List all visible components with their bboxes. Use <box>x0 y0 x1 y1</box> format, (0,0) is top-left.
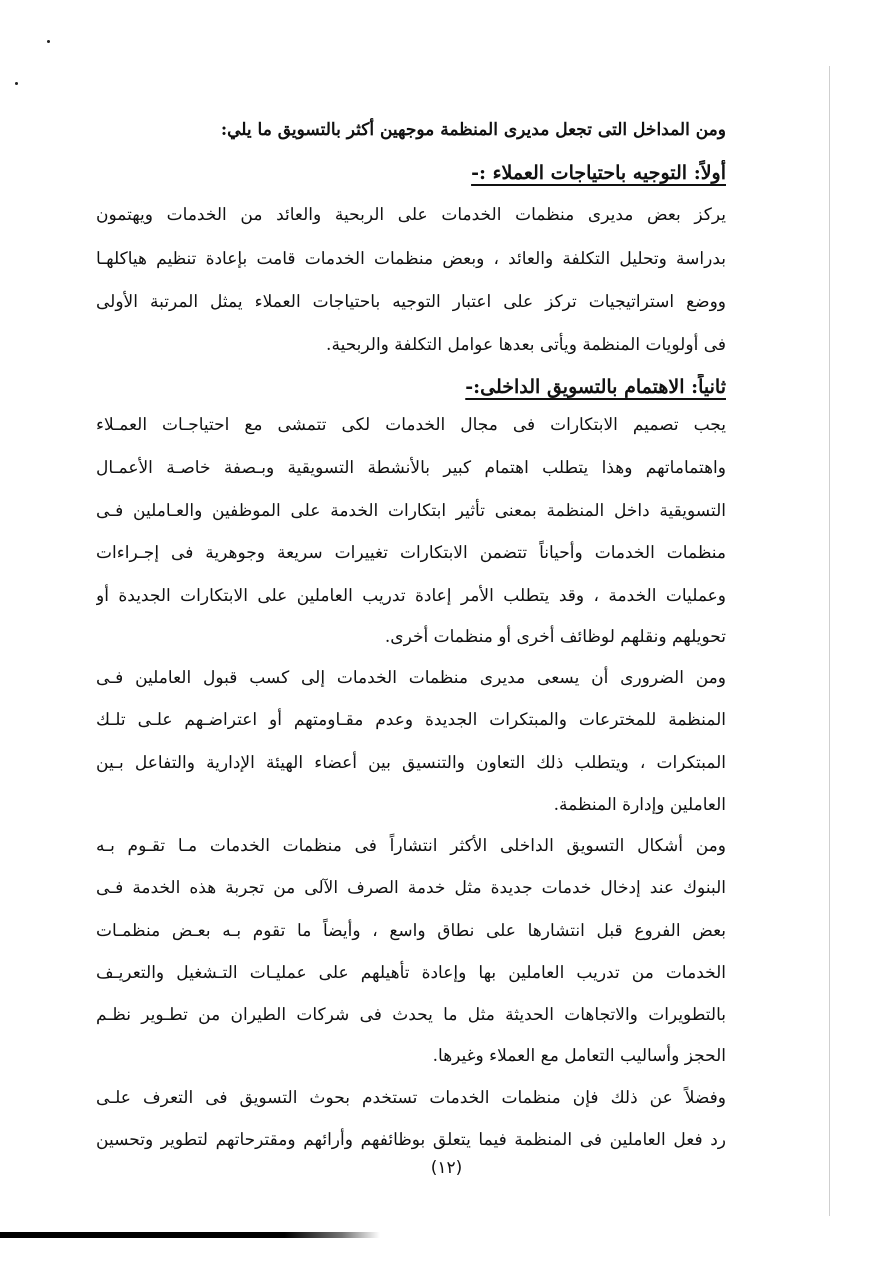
section2-para3-line: بعض الفروع قبل انتشارها على نطاق واسع ، وأيضاً ما تقوم بـه بعـض منظمـات <box>96 921 726 941</box>
section2-para1-line: وعمليات الخدمة ، وقد يتطلب الأمر إعادة تدريب العاملين على الابتكارات الجديدة أو <box>96 586 726 606</box>
section2-para1-line: تحويلهم ونقلهم لوظائف أخرى أو منظمات أخرى. <box>384 627 726 647</box>
section1-heading-text: أولاً: التوجيه باحتياجات العملاء :- <box>471 162 726 184</box>
section2-heading <box>96 374 726 400</box>
section1-line: ووضع استراتيجيات تركز على اعتبار التوجيه باحتياجات العملاء يمثل المرتبة الأولى <box>96 292 726 312</box>
page-number: (١٢) <box>430 1158 463 1178</box>
section1-line: فى أولويات المنظمة ويأتى بعدها عوامل التكلفة والربحية. <box>326 335 726 355</box>
scan-edge-line <box>829 66 830 1216</box>
section2-para4-line: وفضلاً عن ذلك فإن منظمات الخدمات تستخدم بحوث التسويق فى التعرف علـى <box>96 1088 726 1108</box>
section2-para3-line: الخدمات من تدريب العاملين بها وإعادة تأهيلهم على عمليـات التـشغيل والتعريـف <box>96 963 726 983</box>
scan-dot-top <box>47 40 50 43</box>
section2-para3-line: البنوك عند إدخال خدمات جديدة مثل خدمة الصرف الآلى من تجربة هذه الخدمة فـى <box>96 878 726 898</box>
section2-para4-line: رد فعل العاملين فى المنظمة فيما يتعلق بوظائفهم وأرائهم ومقترحاتهم لتطوير وتحسين <box>96 1130 726 1150</box>
scan-bottom-bar <box>0 1232 380 1238</box>
section2-para1-line: منظمات الخدمات وأحياناً تتضمن الابتكارات تغييرات سريعة وجوهرية فى إجـراءات <box>96 543 726 563</box>
scan-dot-left <box>15 82 18 85</box>
section2-para3-line: ومن أشكال التسويق الداخلى الأكثر انتشاراً فى منظمات الخدمات مـا تقـوم بـه <box>96 836 726 856</box>
section2-para1-line: التسويقية داخل المنظمة بمعنى تأثير ابتكارات الخدمة على الموظفين والعـاملين فـى <box>96 501 726 521</box>
section2-para1-line: واهتماماتهم وهذا يتطلب اهتمام كبير بالأنشطة التسويقية وبـصفة خاصـة الأعمـال <box>96 458 726 478</box>
section2-para2-line: المبتكرات ، ويتطلب ذلك التعاون والتنسيق بين أعضاء الهيئة الإدارية والتفاعل بـين <box>96 753 726 773</box>
section1-line: بدراسة وتحليل التكلفة والعائد ، وبعض منظمات الخدمات قامت بإعادة تنظيم هياكلهـا <box>96 249 726 269</box>
section2-para1-line: يجب تصميم الابتكارات فى مجال الخدمات لكى تتمشى مع احتياجـات العمـلاء <box>96 415 726 435</box>
section2-heading-text: ثانياً: الاهتمام بالتسويق الداخلى:- <box>465 376 726 398</box>
section2-para2-line: ومن الضرورى أن يسعى مديرى منظمات الخدمات إلى كسب قبول العاملين فـى <box>96 668 726 688</box>
section1-line: يركز بعض مديرى منظمات الخدمات على الربحية والعائد من الخدمات ويهتمون <box>96 205 726 225</box>
intro-line: ومن المداخل التى تجعل مديرى المنظمة موجهين أكثر بالتسويق ما يلي: <box>220 120 726 140</box>
section2-para2-line: المنظمة للمخترعات والمبتكرات الجديدة وعدم مقـاومتهم أو اعتراضـهم علـى تلـك <box>96 710 726 730</box>
section1-heading <box>96 160 726 186</box>
section2-para3-line: بالتطويرات والاتجاهات الحديثة مثل ما يحدث فى شركات الطيران من تطـوير نظـم <box>96 1005 726 1025</box>
section2-para2-line: العاملين وإدارة المنظمة. <box>553 795 726 815</box>
section2-para3-line: الحجز وأساليب التعامل مع العملاء وغيرها. <box>432 1046 726 1066</box>
